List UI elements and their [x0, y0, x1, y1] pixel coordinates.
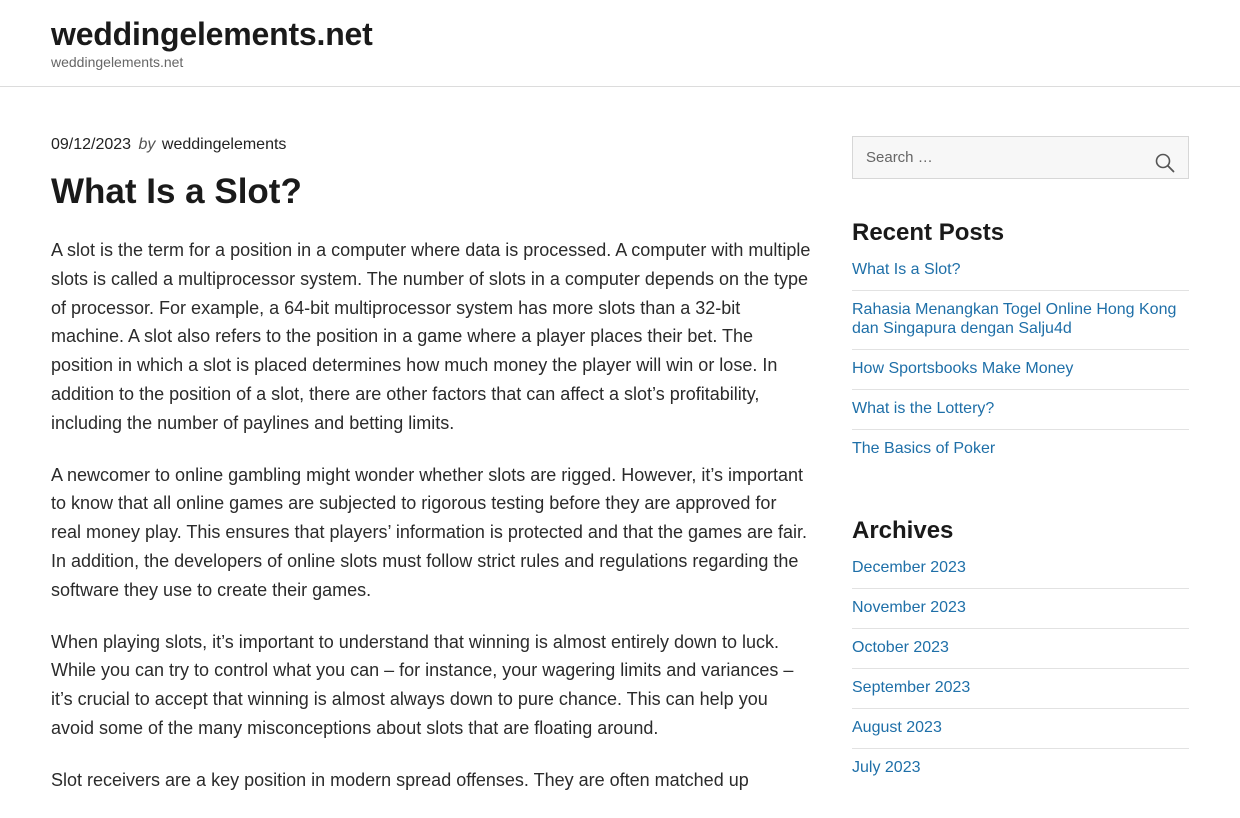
archive-link[interactable]: October 2023 [852, 639, 949, 656]
post-paragraph: A slot is the term for a position in a computer where data is processed. A computer with multiple slots is called a multiprocessor system. The number of slots in a computer depends on the type of processor. For example, a 64-bit multiprocessor system has more slots than a 32-bit machine. A slot also refers to the position in a game where a player places their bet. The position in which a slot is placed determines how much money the player will win or lose. In addition to the position of a slot, there are other factors that can affect a slot’s profitability, including the number of paylines and betting limits. [51, 240, 811, 433]
post-author-link[interactable]: weddingelements [161, 136, 287, 153]
recent-post-link[interactable]: What is the Lottery? [852, 400, 995, 417]
list-item [852, 390, 1189, 430]
site-title[interactable]: weddingelements.net [51, 16, 373, 52]
archives-title: Archives [852, 517, 954, 544]
search-button[interactable] [1142, 137, 1188, 178]
list-item [852, 291, 1189, 350]
sidebar [852, 136, 1189, 788]
post-paragraph: Slot receivers are a key position in modern spread offenses. They are often matched up [51, 769, 749, 790]
recent-posts-title: Recent Posts [852, 219, 1005, 246]
recent-post-link[interactable]: Rahasia Menangkan Togel Online Hong Kong dan Singapura dengan Salju4d [852, 301, 1177, 337]
archive-link[interactable]: November 2023 [852, 599, 966, 616]
search-input[interactable] [853, 137, 1143, 178]
site-header [0, 0, 1240, 87]
list-item [852, 629, 1189, 669]
list-item [852, 558, 1189, 589]
archive-link[interactable]: December 2023 [852, 559, 966, 576]
list-item [852, 709, 1189, 749]
search-form [852, 136, 1189, 179]
recent-post-link[interactable]: The Basics of Poker [852, 440, 996, 457]
list-item [852, 669, 1189, 709]
post-body [51, 236, 811, 795]
recent-post-link[interactable]: What Is a Slot? [852, 261, 961, 278]
post-meta [51, 132, 811, 158]
list-item [852, 589, 1189, 629]
list-item [852, 260, 1189, 291]
recent-post-link[interactable]: How Sportsbooks Make Money [852, 360, 1074, 377]
post-article [51, 132, 811, 818]
site-tagline: weddingelements.net [51, 54, 184, 70]
list-item [852, 350, 1189, 390]
archive-link[interactable]: July 2023 [852, 759, 921, 776]
post-paragraph: When playing slots, it’s important to understand that winning is almost entirely down to luck. While you can try to control what you can – for instance, your wagering limits and variances – it’s crucial to accept that winning is almost always down to pure chance. This can help you avoid some of the many misconceptions about slots that are floating around. [51, 631, 794, 738]
archive-link[interactable]: September 2023 [852, 679, 971, 696]
post-paragraph: A newcomer to online gambling might wonder whether slots are rigged. However, it’s important to know that all online games are subjected to rigorous testing before they are approved for real money play. This ensures that players’ information is protected and that the games are fair. In addition, the developers of online slots must follow strict rules and regulations regarding the software they use to create their games. [51, 464, 808, 600]
archives-list [852, 558, 1189, 788]
post-by-label: by [138, 136, 156, 153]
post-title: What Is a Slot? [51, 172, 302, 211]
list-item [852, 430, 1189, 469]
archive-link[interactable]: August 2023 [852, 719, 942, 736]
recent-posts-list [852, 260, 1189, 469]
post-date[interactable]: 09/12/2023 [51, 136, 132, 153]
list-item [852, 749, 1189, 788]
search-icon [1155, 153, 1175, 173]
